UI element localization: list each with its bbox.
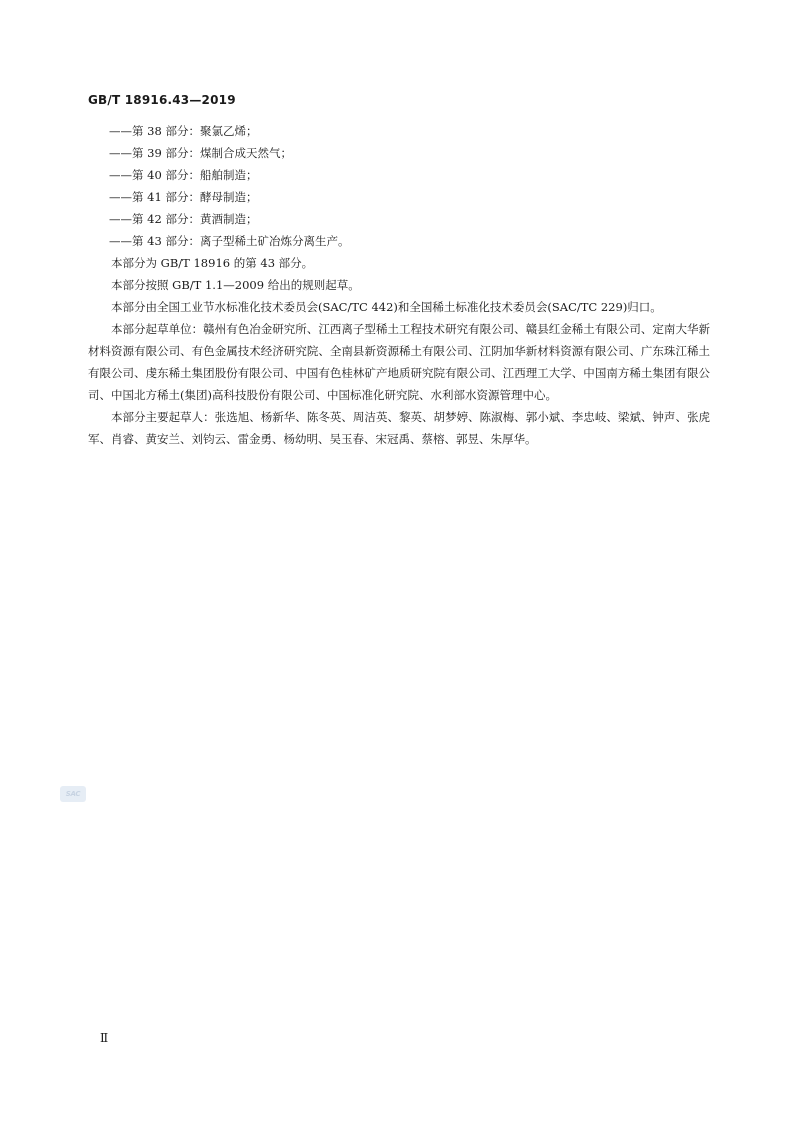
list-item: ——第 40 部分：船舶制造；: [109, 168, 258, 182]
list-item: ——第 39 部分：煤制合成天然气；: [109, 146, 292, 160]
sac-watermark-logo: SAC: [60, 786, 86, 802]
foreword-body: [88, 252, 710, 450]
standard-code: GB/T 18916.43—2019: [88, 93, 236, 107]
drafters-paragraph: 本部分主要起草人：张选旭、杨新华、陈冬英、周洁英、黎英、胡梦婷、陈淑梅、郭小斌、李忠岐、梁斌、钟声、张虎军、肖睿、黄安兰、刘钧云、雷金勇、杨幼明、吴玉春、宋冠禹、蔡榕、郭昱、朱厚华。: [88, 410, 710, 446]
parts-list: [88, 120, 708, 252]
proposed-by-paragraph: 本部分由全国工业节水标准化技术委员会(SAC/TC 442)和全国稀土标准化技术委员会(SAC/TC 229)归口。: [111, 300, 662, 314]
list-item: ——第 43 部分：离子型稀土矿冶炼分离生产。: [109, 234, 350, 248]
drafting-rules-paragraph: 本部分按照 GB/T 1.1—2009 给出的规则起草。: [111, 278, 360, 292]
drafting-units-paragraph: 本部分起草单位：赣州有色冶金研究所、江西离子型稀土工程技术研究有限公司、赣县红金稀土有限公司、定南大华新材料资源有限公司、有色金属技术经济研究院、全南县新资源稀土有限公司、江阴加华新材料资源有限公司、广东珠江稀土有限公司、虔东稀土集团股份有限公司、中国有色桂林矿产地质研究院有限公司、江西理工大学、中国南方稀土集团有限公司、中国北方稀土(集团)高科技股份有限公司、中国标准化研究院、水利部水资源管理中心。: [88, 322, 710, 402]
page-number: Ⅱ: [100, 1031, 109, 1045]
list-item: ——第 41 部分：酵母制造；: [109, 190, 258, 204]
part-of-paragraph: 本部分为 GB/T 18916 的第 43 部分。: [111, 256, 314, 270]
list-item: ——第 38 部分：聚氯乙烯；: [109, 124, 258, 138]
list-item: ——第 42 部分：黄酒制造；: [109, 212, 258, 226]
